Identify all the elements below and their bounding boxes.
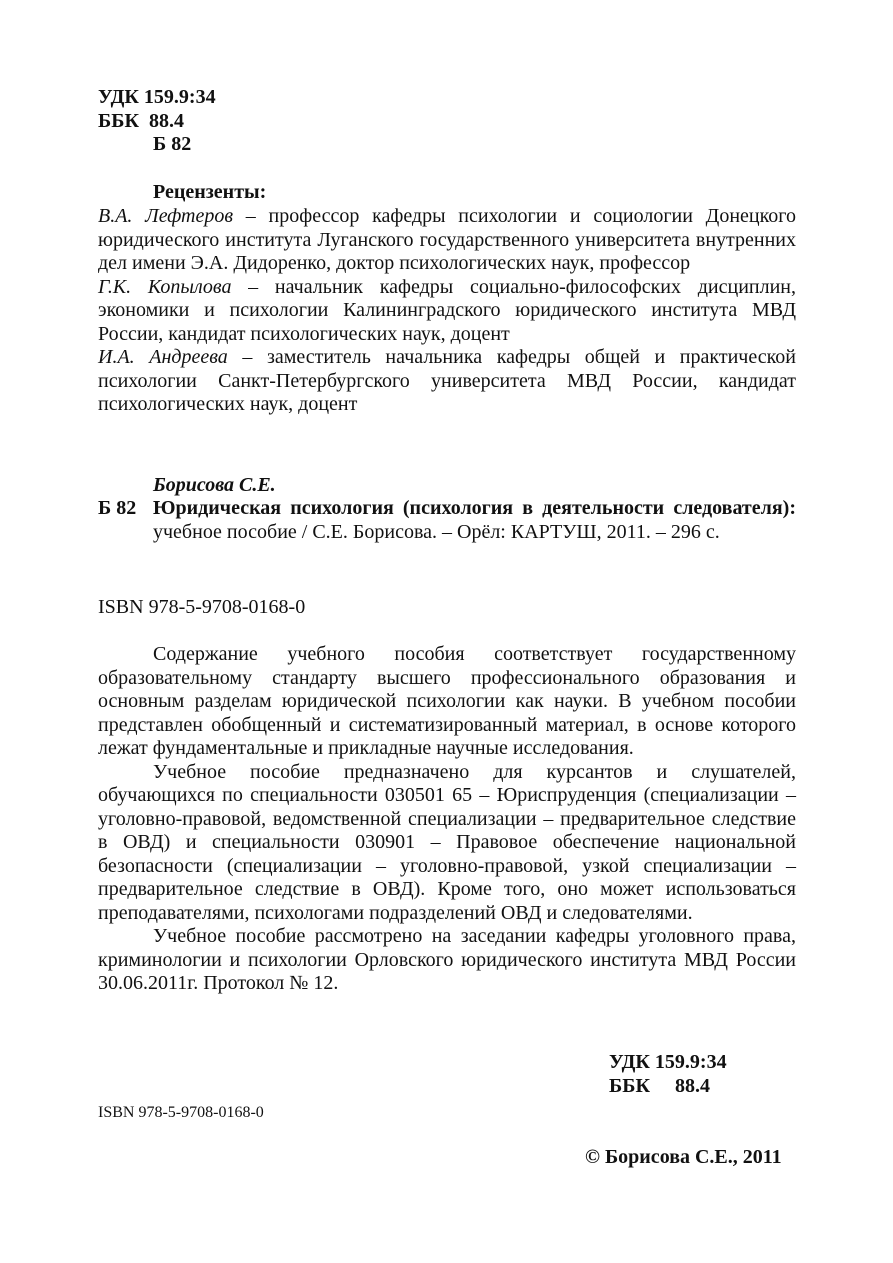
copyright: © Борисова С.Е., 2011 [585,1146,782,1168]
footer-udk: УДК 159.9:34 [609,1051,727,1073]
isbn: ISBN 978-5-9708-0168-0 [98,596,306,618]
footer-bbk: ББК 88.4 [609,1074,710,1097]
abstract-paragraph: Содержание учебного пособия соответствует государственному образовательному стандарту высшего профессионального образования и основным разделам юридической психологии как науки. В учебном пособии представлен обобщенный и систематизированный материал, в основе которого лежат фундаментальные и прикладные научные исследования. [98,643,796,759]
reviewer-description: – начальник кафедры социально-философских дисциплин, экономики и психологии Калининградского юридического института МВД России, кандидат психологических наук, доцент [98,275,796,345]
bib-author-mark: Б 82 [98,497,137,519]
classification-block [98,86,216,157]
author-mark: Б 82 [153,133,192,155]
bib-description [153,497,796,544]
reviewer-entry [98,276,796,347]
reviewer-name: В.А. Лефтеров [98,205,234,227]
reviewer-description: – заместитель начальника кафедры общей и практической психологии Санкт-Петербургского университета МВД России, кандидат психологических наук, доцент [98,346,796,415]
footer-classification [609,1051,727,1098]
reviewer-name: И.А. Андреева [98,346,228,368]
book-author: Борисова С.Е. [153,474,276,496]
reviewers-heading: Рецензенты: [153,181,267,203]
abstract [98,643,796,996]
book-title: Юридическая психология (психология в деятельности следователя): [153,497,796,519]
abstract-paragraph: Учебное пособие рассмотрено на заседании кафедры уголовного права, криминологии и психологии Орловского юридического института МВД России 30.06.2011г. Протокол № 12. [98,925,796,994]
reviewer-entry [98,205,796,276]
abstract-paragraph: Учебное пособие предназначено для курсантов и слушателей, обучающихся по специальности 030501 65 – Юриспруденция (специализации – уголовно-правовой, ведомственной специализации – предварительное следствие в ОВД) и специальности 030901 – Правовое обеспечение национальной безопасности (специализации – уголовно-правовой, узкой специализации – предварительное следствие в ОВД). Кроме того, оно может использоваться преподавателями, психологами подразделений ОВД и следователями. [98,760,796,924]
reviewer-entry [98,346,796,417]
bibliographic-record [98,497,796,544]
bbk-code: ББК 88.4 [98,109,184,132]
udk-code: УДК 159.9:34 [98,86,216,108]
book-details: учебное пособие / С.Е. Борисова. – Орёл: КАРТУШ, 2011. – 296 с. [153,520,720,543]
reviewers-list [98,205,796,417]
reviewer-name: Г.К. Копылова [98,275,232,298]
footer-isbn: ISBN 978-5-9708-0168-0 [98,1104,264,1121]
reviewer-description: – профессор кафедры психологии и социологии Донецкого юридического института Луганского государственного университета внутренних дел имени Э.А. Дидоренко, доктор психологических наук, профессор [98,205,797,274]
